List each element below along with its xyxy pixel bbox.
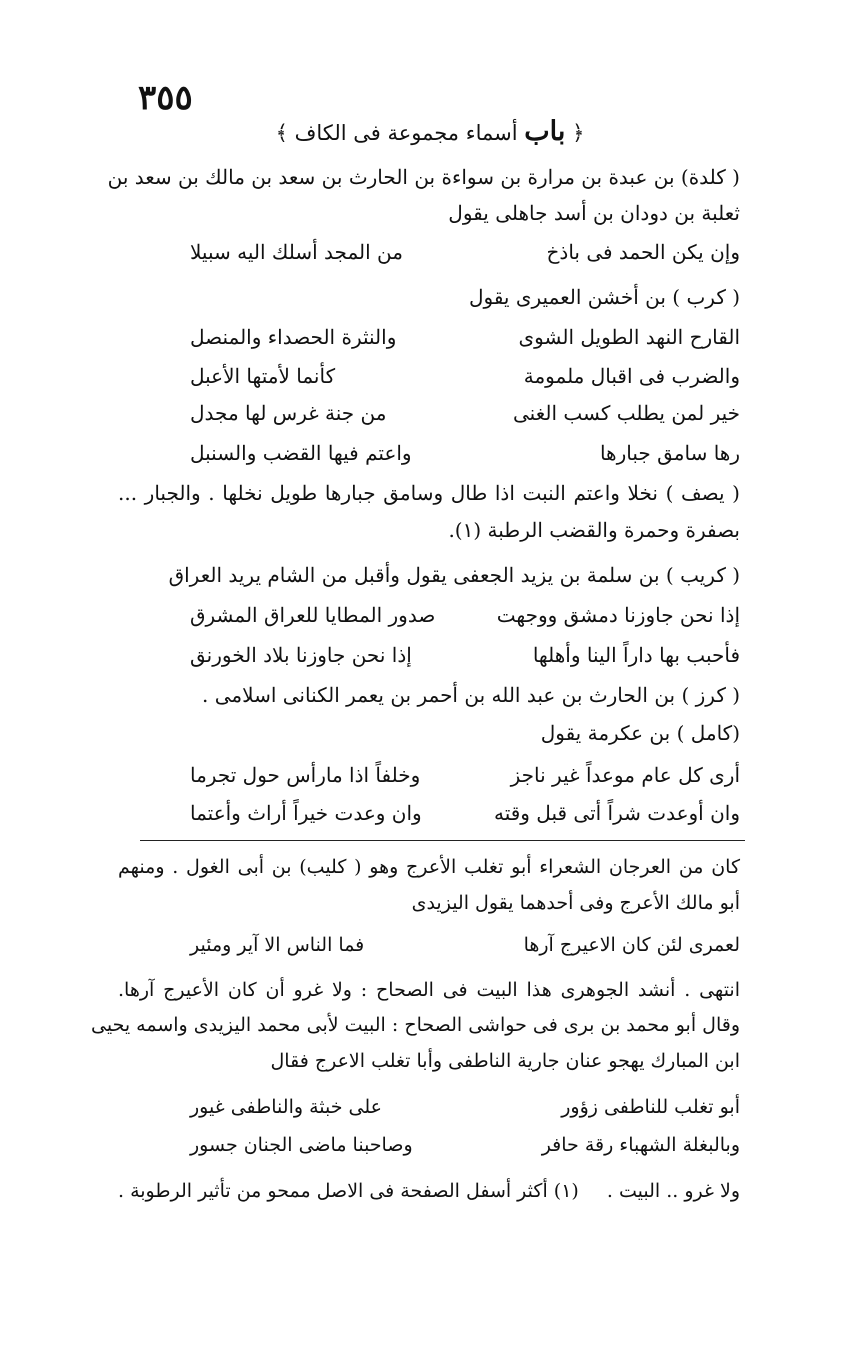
verse-hemistich-first: رها سامق جبارها	[599, 441, 740, 465]
verse-hemistich-first: إذا نحن جاوزنا دمشق ووجهت	[496, 603, 740, 627]
footnote-verse	[160, 1130, 740, 1162]
chapter-heading	[240, 116, 620, 147]
footnote-verse	[160, 1092, 740, 1124]
text-line: ( كريب ) بن سلمة بن يزيد الجعفى يقول وأقبل من الشام يريد العراق	[168, 563, 740, 587]
verse-hemistich-first: فأحبب بها داراً الينا وأهلها	[532, 643, 740, 667]
verse-hemistich-first: أبو تغلب للناطفى زؤور	[561, 1096, 740, 1118]
heading-word: باب	[524, 116, 566, 147]
verse-line	[160, 600, 740, 632]
footnote-line: ابن المبارك يهجو عنان جارية الناطفى وأبا تغلب الاعرج فقال	[270, 1050, 740, 1072]
verse-line	[160, 438, 740, 470]
footnote-note-1: (١) أكثر أسفل الصفحة فى الاصل ممحو من تأثير الرطوبة .	[118, 1180, 579, 1202]
verse-line	[160, 361, 740, 393]
verse-hemistich-second: والنثرة الحصداء والمنصل	[190, 325, 397, 349]
verse-hemistich-second: واعتم فيها القضب والسنبل	[190, 441, 412, 465]
footnote-verse	[160, 930, 740, 962]
verse-line	[160, 640, 740, 672]
verse-line	[160, 798, 740, 830]
verse-line	[160, 760, 740, 792]
verse-hemistich-second: على خبثة والناطفى غيور	[190, 1096, 382, 1118]
verse-hemistich-second: من جنة غرس لها مجدل	[190, 401, 387, 425]
verse-hemistich-second: كأنما لأمتها الأعبل	[190, 364, 336, 388]
verse-hemistich-second: وصاحبنا ماضى الجنان جسور	[190, 1134, 413, 1156]
text-line: ( يصف ) نخلا واعتم النبت اذا طال وسامق جبارها طويل نخلها . والجبار ...	[118, 481, 740, 505]
verse-hemistich-second: صدور المطايا للعراق المشرق	[190, 603, 436, 627]
page-number: ٣٥٥	[138, 78, 193, 118]
text-line: بصفرة وحمرة والقضب الرطبة (١).	[448, 518, 740, 542]
footnote-divider	[140, 840, 745, 841]
footnote-text: ولا غرو .. البيت .	[606, 1180, 740, 1202]
heading-title: أسماء مجموعة فى الكاف	[294, 121, 518, 145]
verse-hemistich-second: وخلفاً اذا مارأس حول تجرما	[190, 763, 421, 787]
verse-hemistich-first: أرى كل عام موعداً غير ناجز	[510, 763, 740, 787]
verse-hemistich-first: والضرب فى اقبال ملمومة	[523, 364, 740, 388]
ornament-right: ﴿	[572, 121, 585, 145]
verse-hemistich-first: لعمرى لئن كان الاعيرج آرها	[523, 934, 740, 956]
footnote-line: أبو مالك الأعرج وفى أحدهما يقول اليزيدى	[411, 892, 740, 914]
verse-hemistich-first: وإن يكن الحمد فى باذخ	[546, 240, 740, 264]
text-line: ثعلبة بن دودان بن أسد جاهلى يقول	[448, 201, 740, 225]
footnote-line: انتهى . أنشد الجوهرى هذا البيت فى الصحاح : ولا غرو أن كان الأعيرج آرها.	[118, 979, 740, 1001]
verse-hemistich-second: فما الناس الا آير ومئير	[190, 934, 365, 956]
text-line: ( كرب ) بن أخشن العميرى يقول	[468, 285, 740, 309]
text-line: ( كلدة) بن عبدة بن مرارة بن سواءة بن الحارث بن سعد بن مالك بن سعد بن	[107, 165, 740, 189]
verse-line	[160, 237, 740, 269]
text-line: ( كرز ) بن الحارث بن عبد الله بن أحمر بن يعمر الكنانى اسلامى .	[202, 683, 740, 707]
verse-hemistich-first: وان أوعدت شراً أتى قبل وقته	[493, 801, 740, 825]
footnote-line: وقال أبو محمد بن برى فى حواشى الصحاح : البيت لأبى محمد اليزيدى واسمه يحيى	[91, 1014, 740, 1036]
verse-hemistich-second: وان وعدت خيراً أراث وأعتما	[190, 801, 422, 825]
ornament-left: ﴾	[275, 121, 288, 145]
verse-hemistich-second: إذا نحن جاوزنا بلاد الخورنق	[190, 643, 412, 667]
verse-hemistich-first: خير لمن يطلب كسب الغنى	[513, 401, 740, 425]
footnote-line	[118, 1176, 740, 1206]
text-line: (كامل ) بن عكرمة يقول	[540, 721, 740, 745]
verse-hemistich-first: القارح النهد الطويل الشوى	[518, 325, 740, 349]
verse-hemistich-second: من المجد أسلك اليه سبيلا	[190, 240, 403, 264]
verse-line	[160, 322, 740, 354]
footnote-line: كان من العرجان الشعراء أبو تغلب الأعرج وهو ( كليب) بن أبى الغول . ومنهم	[118, 856, 740, 878]
verse-line	[160, 398, 740, 430]
verse-hemistich-first: وبالبغلة الشهباء رقة حافر	[541, 1134, 740, 1156]
